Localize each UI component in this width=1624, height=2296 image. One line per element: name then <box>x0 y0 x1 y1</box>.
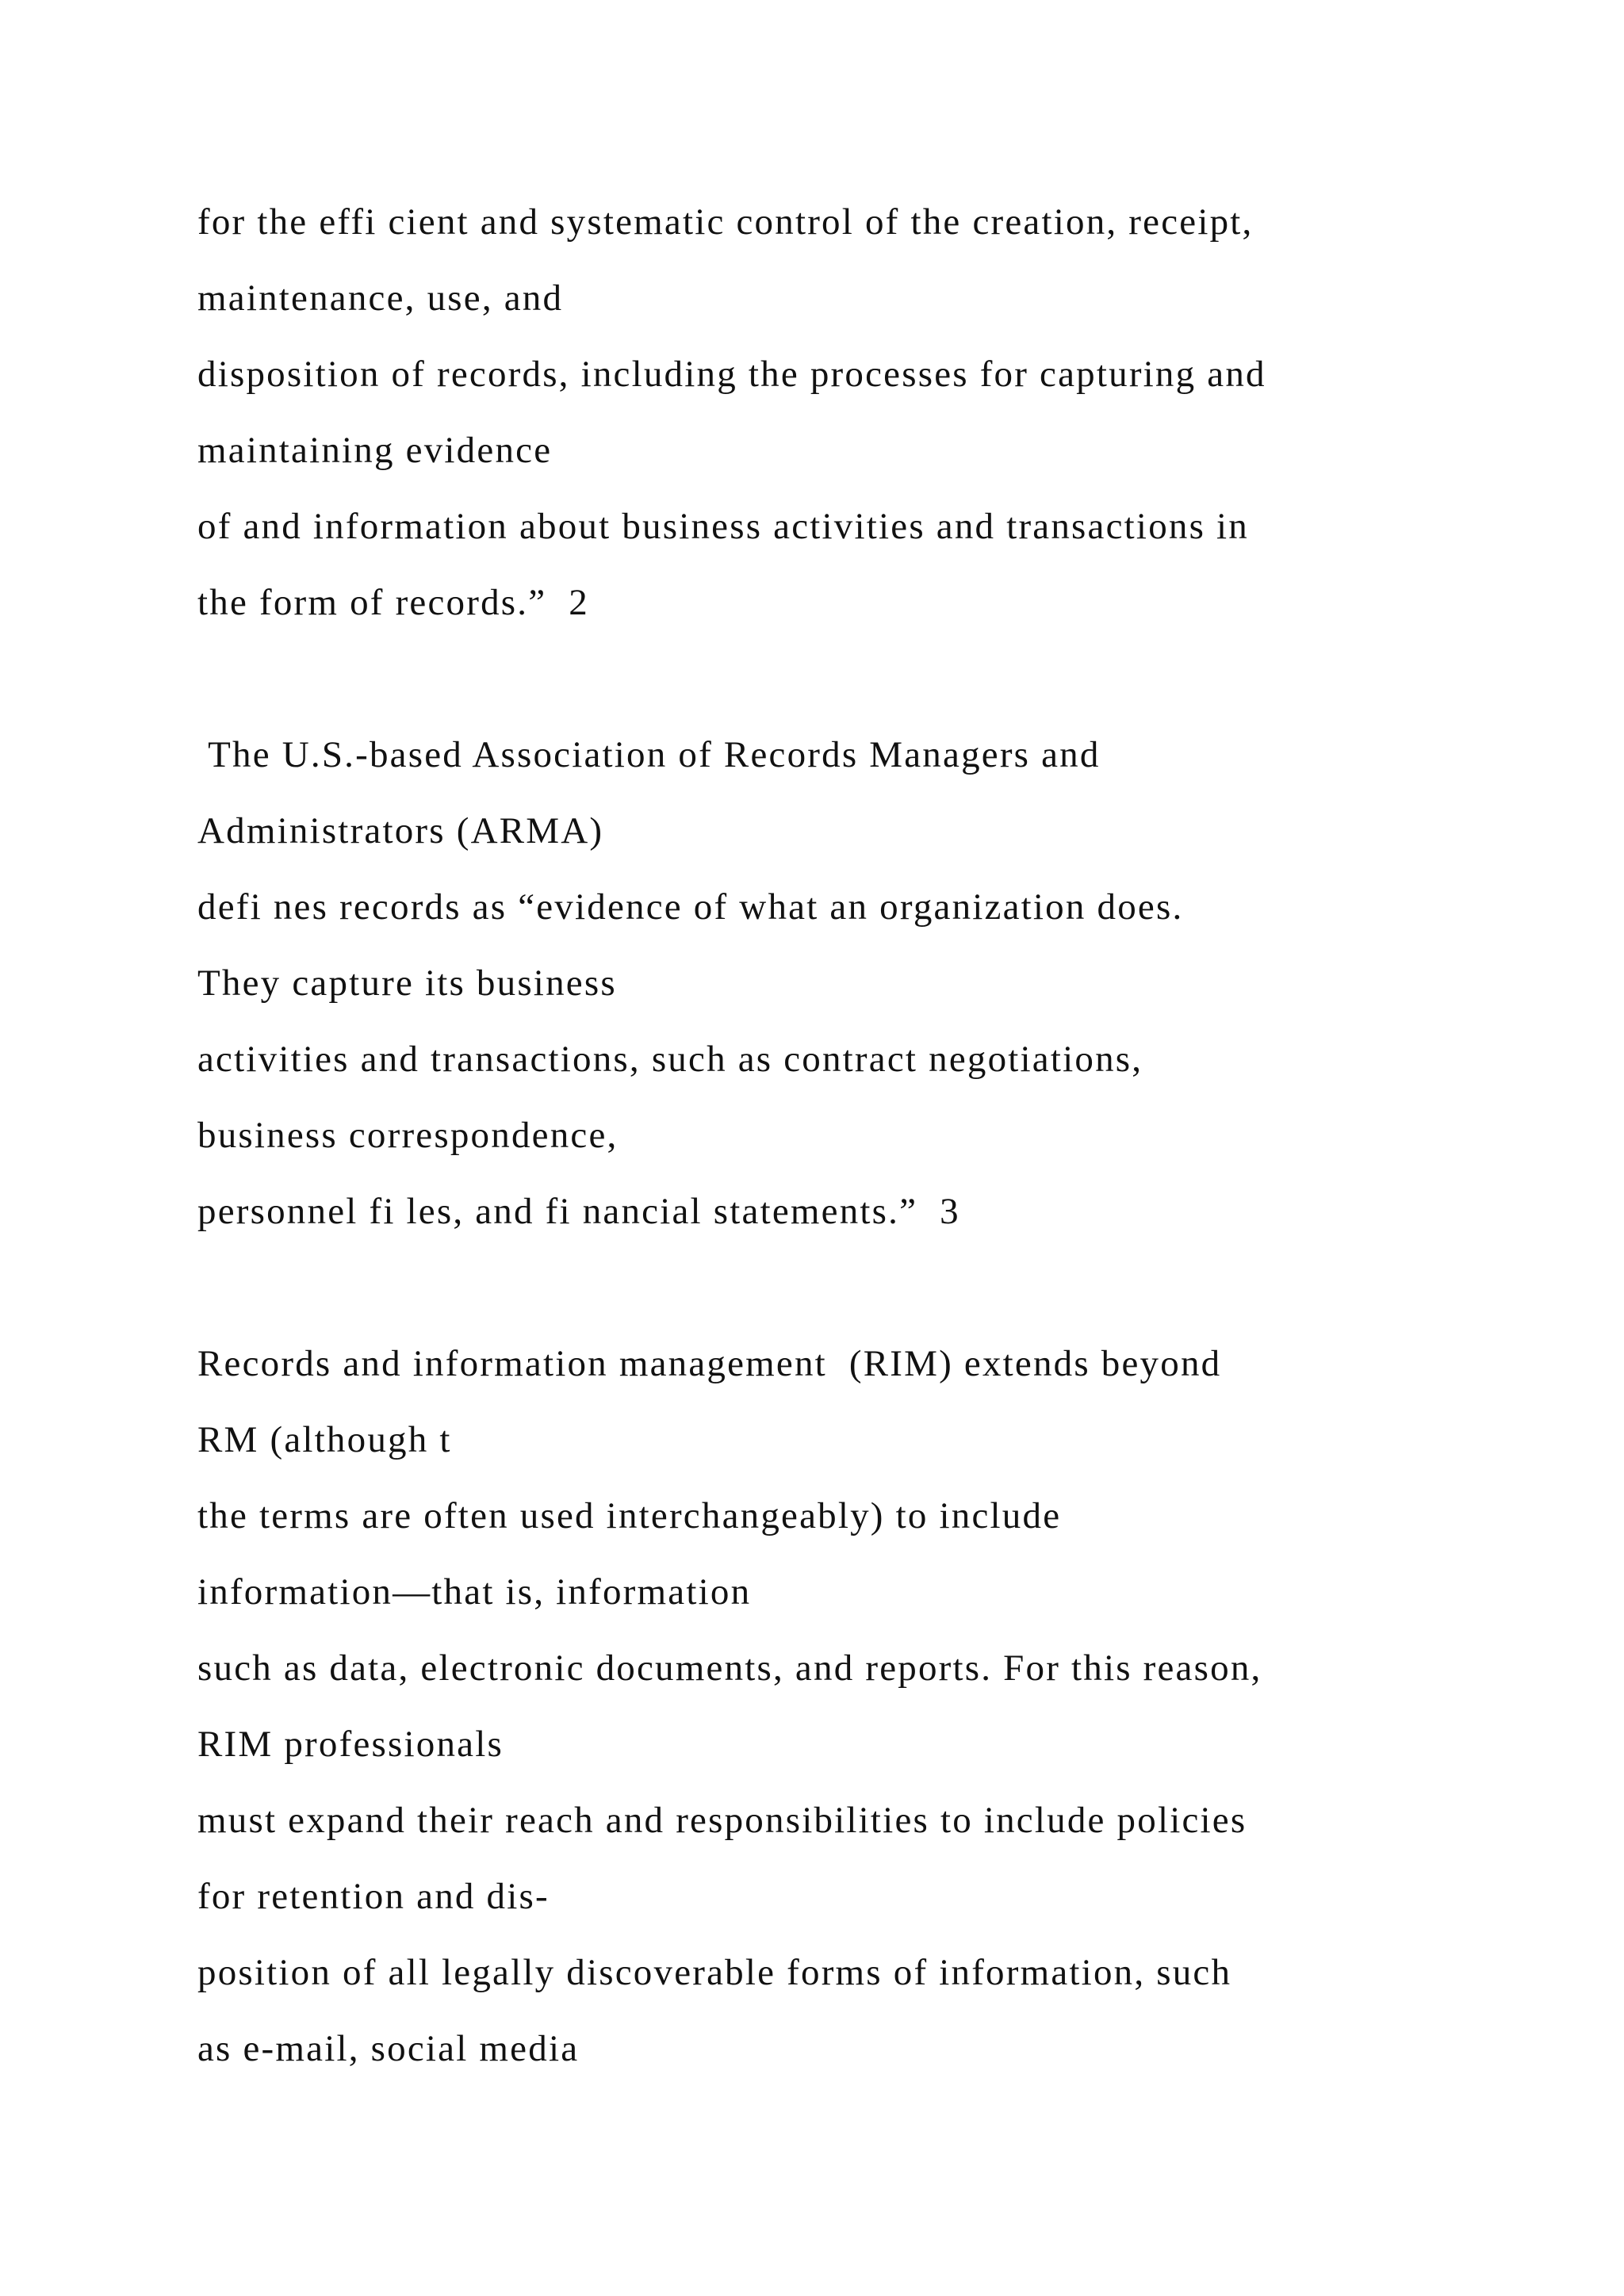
text-line: maintenance, use, and <box>197 277 564 319</box>
text-line: business correspondence, <box>197 1115 619 1156</box>
text-line: personnel fi les, and fi nancial statements.” 3 <box>197 1191 960 1232</box>
text-line: as e-mail, social media <box>197 2028 580 2069</box>
text-line: They capture its business <box>197 962 617 1004</box>
text-line: Records and information management (RIM) extends beyond <box>197 1343 1222 1384</box>
text-line: RM (although t <box>197 1419 452 1460</box>
text-line: disposition of records, including the processes for capturing and <box>197 354 1266 395</box>
text-line: the terms are often used interchangeably) to include <box>197 1495 1062 1536</box>
text-line: activities and transactions, such as contract negotiations, <box>197 1039 1143 1080</box>
text-line: must expand their reach and responsibilities to include policies <box>197 1800 1247 1841</box>
text-line: defi nes records as “evidence of what an organization does. <box>197 886 1184 928</box>
text-line: such as data, electronic documents, and reports. For this reason, <box>197 1647 1262 1689</box>
text-line: for retention and dis- <box>197 1876 550 1917</box>
text-line: RIM professionals <box>197 1724 504 1765</box>
text-line: position of all legally discoverable forms of information, such <box>197 1952 1232 1993</box>
text-line: The U.S.-based Association of Records Managers and <box>197 734 1101 775</box>
text-line: for the effi cient and systematic control of the creation, receipt, <box>197 201 1254 243</box>
text-line: maintaining evidence <box>197 430 553 471</box>
text-line: Administrators (ARMA) <box>197 810 604 851</box>
text-line: of and information about business activities and transactions in <box>197 506 1249 547</box>
text-line: the form of records.” 2 <box>197 582 589 623</box>
text-line: information—that is, information <box>197 1571 752 1613</box>
